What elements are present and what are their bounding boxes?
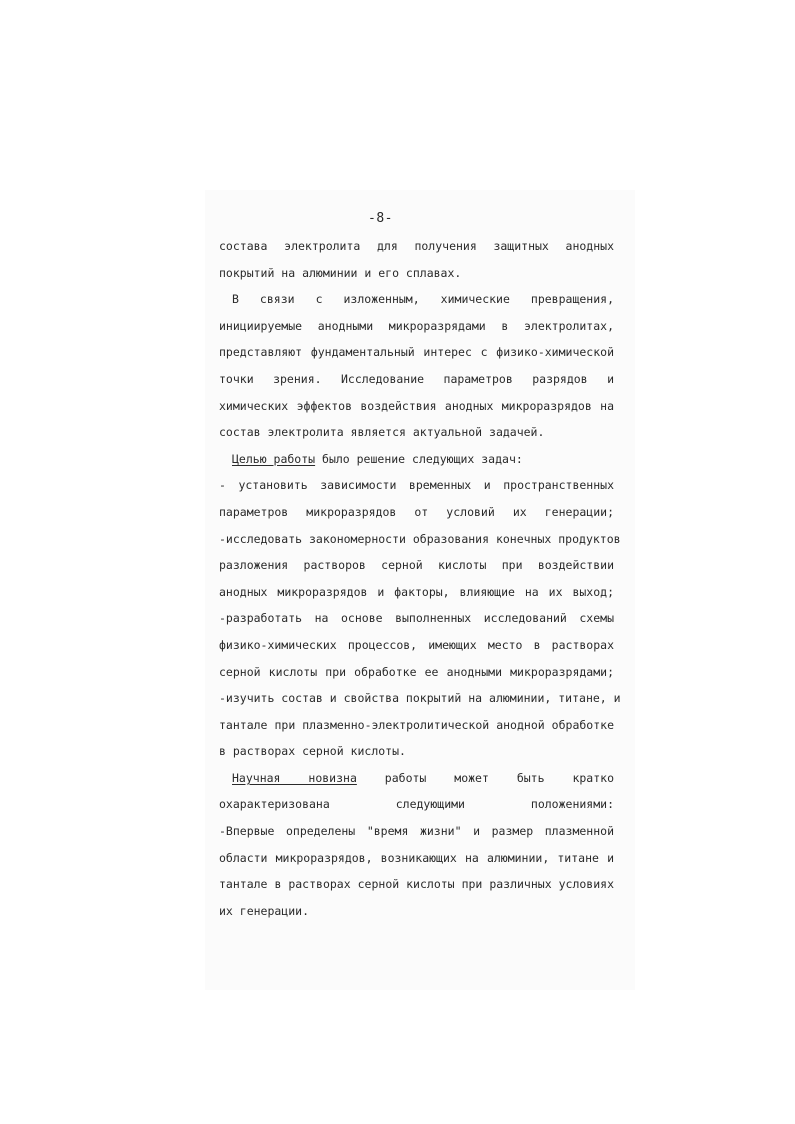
text-line: инициируемые анодными микроразрядами в электролитах, bbox=[219, 318, 614, 333]
text-line: точки зрения. Исследование параметров разрядов и bbox=[219, 371, 614, 386]
text-line: состав электролита является актуальной задачей. bbox=[219, 425, 545, 440]
text-line: -изучить состав и свойства покрытий на алюминии, титане, и bbox=[219, 691, 621, 706]
text-line: их генерации. bbox=[219, 903, 310, 918]
underlined-heading: Целью работы bbox=[232, 451, 316, 466]
text-line: -разработать на основе выполненных исследований схемы bbox=[219, 611, 614, 626]
text-line: представляют фундаментальный интерес с физико-химической bbox=[219, 345, 614, 360]
text-line: - установить зависимости временных и пространственных bbox=[219, 478, 614, 493]
text-line: состава электролита для получения защитных анодных bbox=[219, 239, 614, 253]
underlined-heading: Научная новизна bbox=[232, 770, 357, 785]
text-line: параметров микроразрядов от условий их генерации; bbox=[219, 504, 614, 519]
text-line: анодных микроразрядов и факторы, влияющие на их выход; bbox=[219, 584, 614, 599]
text-line: -Впервые определены "время жизни" и размер плазменной bbox=[219, 824, 614, 839]
text-line bbox=[219, 446, 614, 473]
text-line: тантале при плазменно-электролитической анодной обработке bbox=[219, 717, 614, 732]
text-line: покрытий на алюминии и его сплавах. bbox=[219, 265, 462, 280]
text-line: физико-химических процессов, имеющих место в растворах bbox=[219, 637, 614, 652]
text-line: тантале в растворах серной кислоты при различных условиях bbox=[219, 877, 614, 892]
text-line: серной кислоты при обработке ее анодными микроразрядами; bbox=[219, 664, 614, 679]
text-line: в растворах серной кислоты. bbox=[219, 744, 406, 759]
page-number: -8- bbox=[368, 211, 393, 226]
line-text: было решение следующих задач: bbox=[315, 451, 523, 466]
text-line: области микроразрядов, возникающих на алюминии, титане и bbox=[219, 850, 614, 865]
text-line: разложения растворов серной кислоты при воздействии bbox=[219, 558, 614, 573]
text-line: -исследовать закономерности образования конечных продуктов bbox=[219, 531, 621, 546]
document-body bbox=[219, 233, 621, 924]
text-line: В связи с изложенным, химические превращения, bbox=[232, 292, 614, 307]
text-line: охарактеризована следующими положениями: bbox=[219, 797, 614, 812]
text-line bbox=[219, 765, 614, 792]
text-line: химических эффектов воздействия анодных микроразрядов на bbox=[219, 398, 614, 413]
line-text: работы может быть кратко bbox=[356, 770, 615, 785]
